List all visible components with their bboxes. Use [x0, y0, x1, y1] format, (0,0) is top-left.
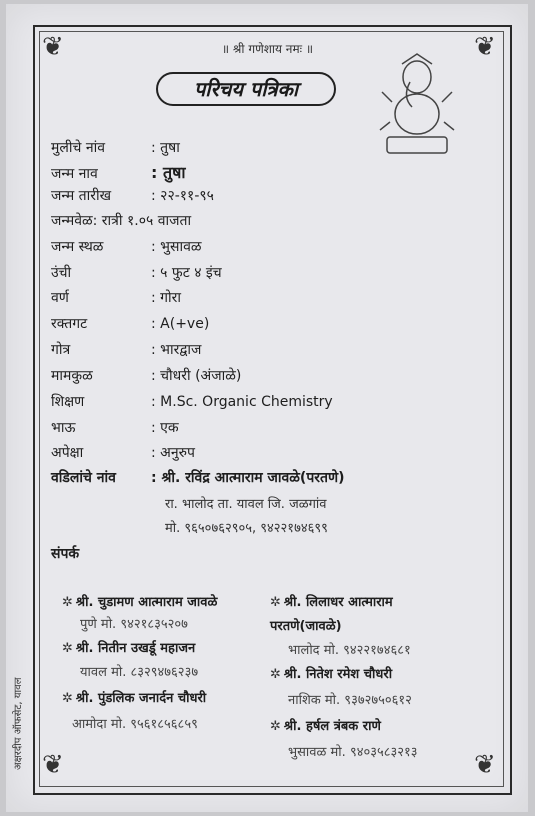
corner-ornament-top-left: ❦ — [42, 32, 64, 62]
field-row-father: वडिलांचे नांव : श्री. रविंद्र आत्माराम जावळे(परतणे) — [51, 470, 345, 486]
contact-right-3-name: ✲ श्री. नितेश रमेश चौधरी — [270, 667, 393, 682]
contact-right-1-sub: परतणे(जावळे) — [270, 619, 342, 634]
field-row: भाऊ : एक — [51, 420, 179, 436]
corner-ornament-bottom-right: ❦ — [474, 750, 496, 780]
field-row: मुलीचे नांव : तुषा — [51, 140, 180, 156]
contact-left-1-name: ✲ श्री. चुडामण आत्माराम जावळे — [62, 595, 218, 610]
field-row: जन्म स्थळ : भुसावळ — [51, 239, 202, 255]
page-title: परिचय पत्रिका — [156, 72, 336, 106]
field-row: अपेक्षा : अनुरुप — [51, 445, 195, 461]
contact-left-3-sub: आमोदा मो. ९५६१८५६८५९ — [72, 717, 198, 732]
contact-right-4-name: ✲ श्री. हर्षल त्रंबक राणे — [270, 719, 381, 734]
contact-right-2-sub: भालोद मो. ९४२२१७४६८१ — [288, 643, 411, 658]
field-row: मामकुळ : चौधरी (अंजाळे) — [51, 368, 242, 384]
contact-left-1-sub: पुणे मो. ९४२१८३५२०७ — [80, 617, 188, 632]
invocation-text: ॥ श्री गणेशाय नमः ॥ — [221, 42, 314, 56]
contact-right-4-sub: भुसावळ मो. ९४०३५८३२१३ — [288, 745, 418, 760]
contact-heading: संपर्क — [51, 546, 80, 562]
field-row: जन्म नाव : तुषा — [51, 163, 186, 182]
field-row: गोत्र : भारद्वाज — [51, 342, 202, 358]
contact-left-3-name: ✲ श्री. पुंडलिक जनार्दन चौधरी — [62, 691, 207, 706]
father-phone: मो. ९६५०७६२९०५, ९४२२१७४६९९ — [165, 521, 328, 536]
corner-ornament-top-right: ❦ — [474, 32, 496, 62]
printer-credit: अक्षरदीप ऑफसेट, यावल — [13, 677, 24, 770]
field-row: जन्म तारीख : २२-११-९५ — [51, 188, 214, 204]
contact-right-1-name: ✲ श्री. लिलाधर आत्माराम — [270, 595, 393, 610]
contact-left-2-sub: यावल मो. ८३२९४७६२३७ — [80, 665, 199, 680]
contact-left-2-name: ✲ श्री. नितीन उखर्डू महाजन — [62, 641, 196, 656]
corner-ornament-bottom-left: ❦ — [42, 750, 64, 780]
field-row: रक्तगट : A(+ve) — [51, 316, 210, 332]
field-row: जन्मवेळ: रात्री १.०५ वाजता — [51, 213, 192, 229]
field-row: उंची : ५ फुट ४ इंच — [51, 265, 222, 281]
field-row: वर्ण : गोरा — [51, 290, 182, 306]
ganesha-image — [372, 52, 462, 162]
father-address: रा. भालोद ता. यावल जि. जळगांव — [165, 497, 327, 512]
field-row: शिक्षण : M.Sc. Organic Chemistry — [51, 394, 333, 410]
contact-right-3-sub: नाशिक मो. ९३७२७५०६१२ — [288, 693, 412, 708]
